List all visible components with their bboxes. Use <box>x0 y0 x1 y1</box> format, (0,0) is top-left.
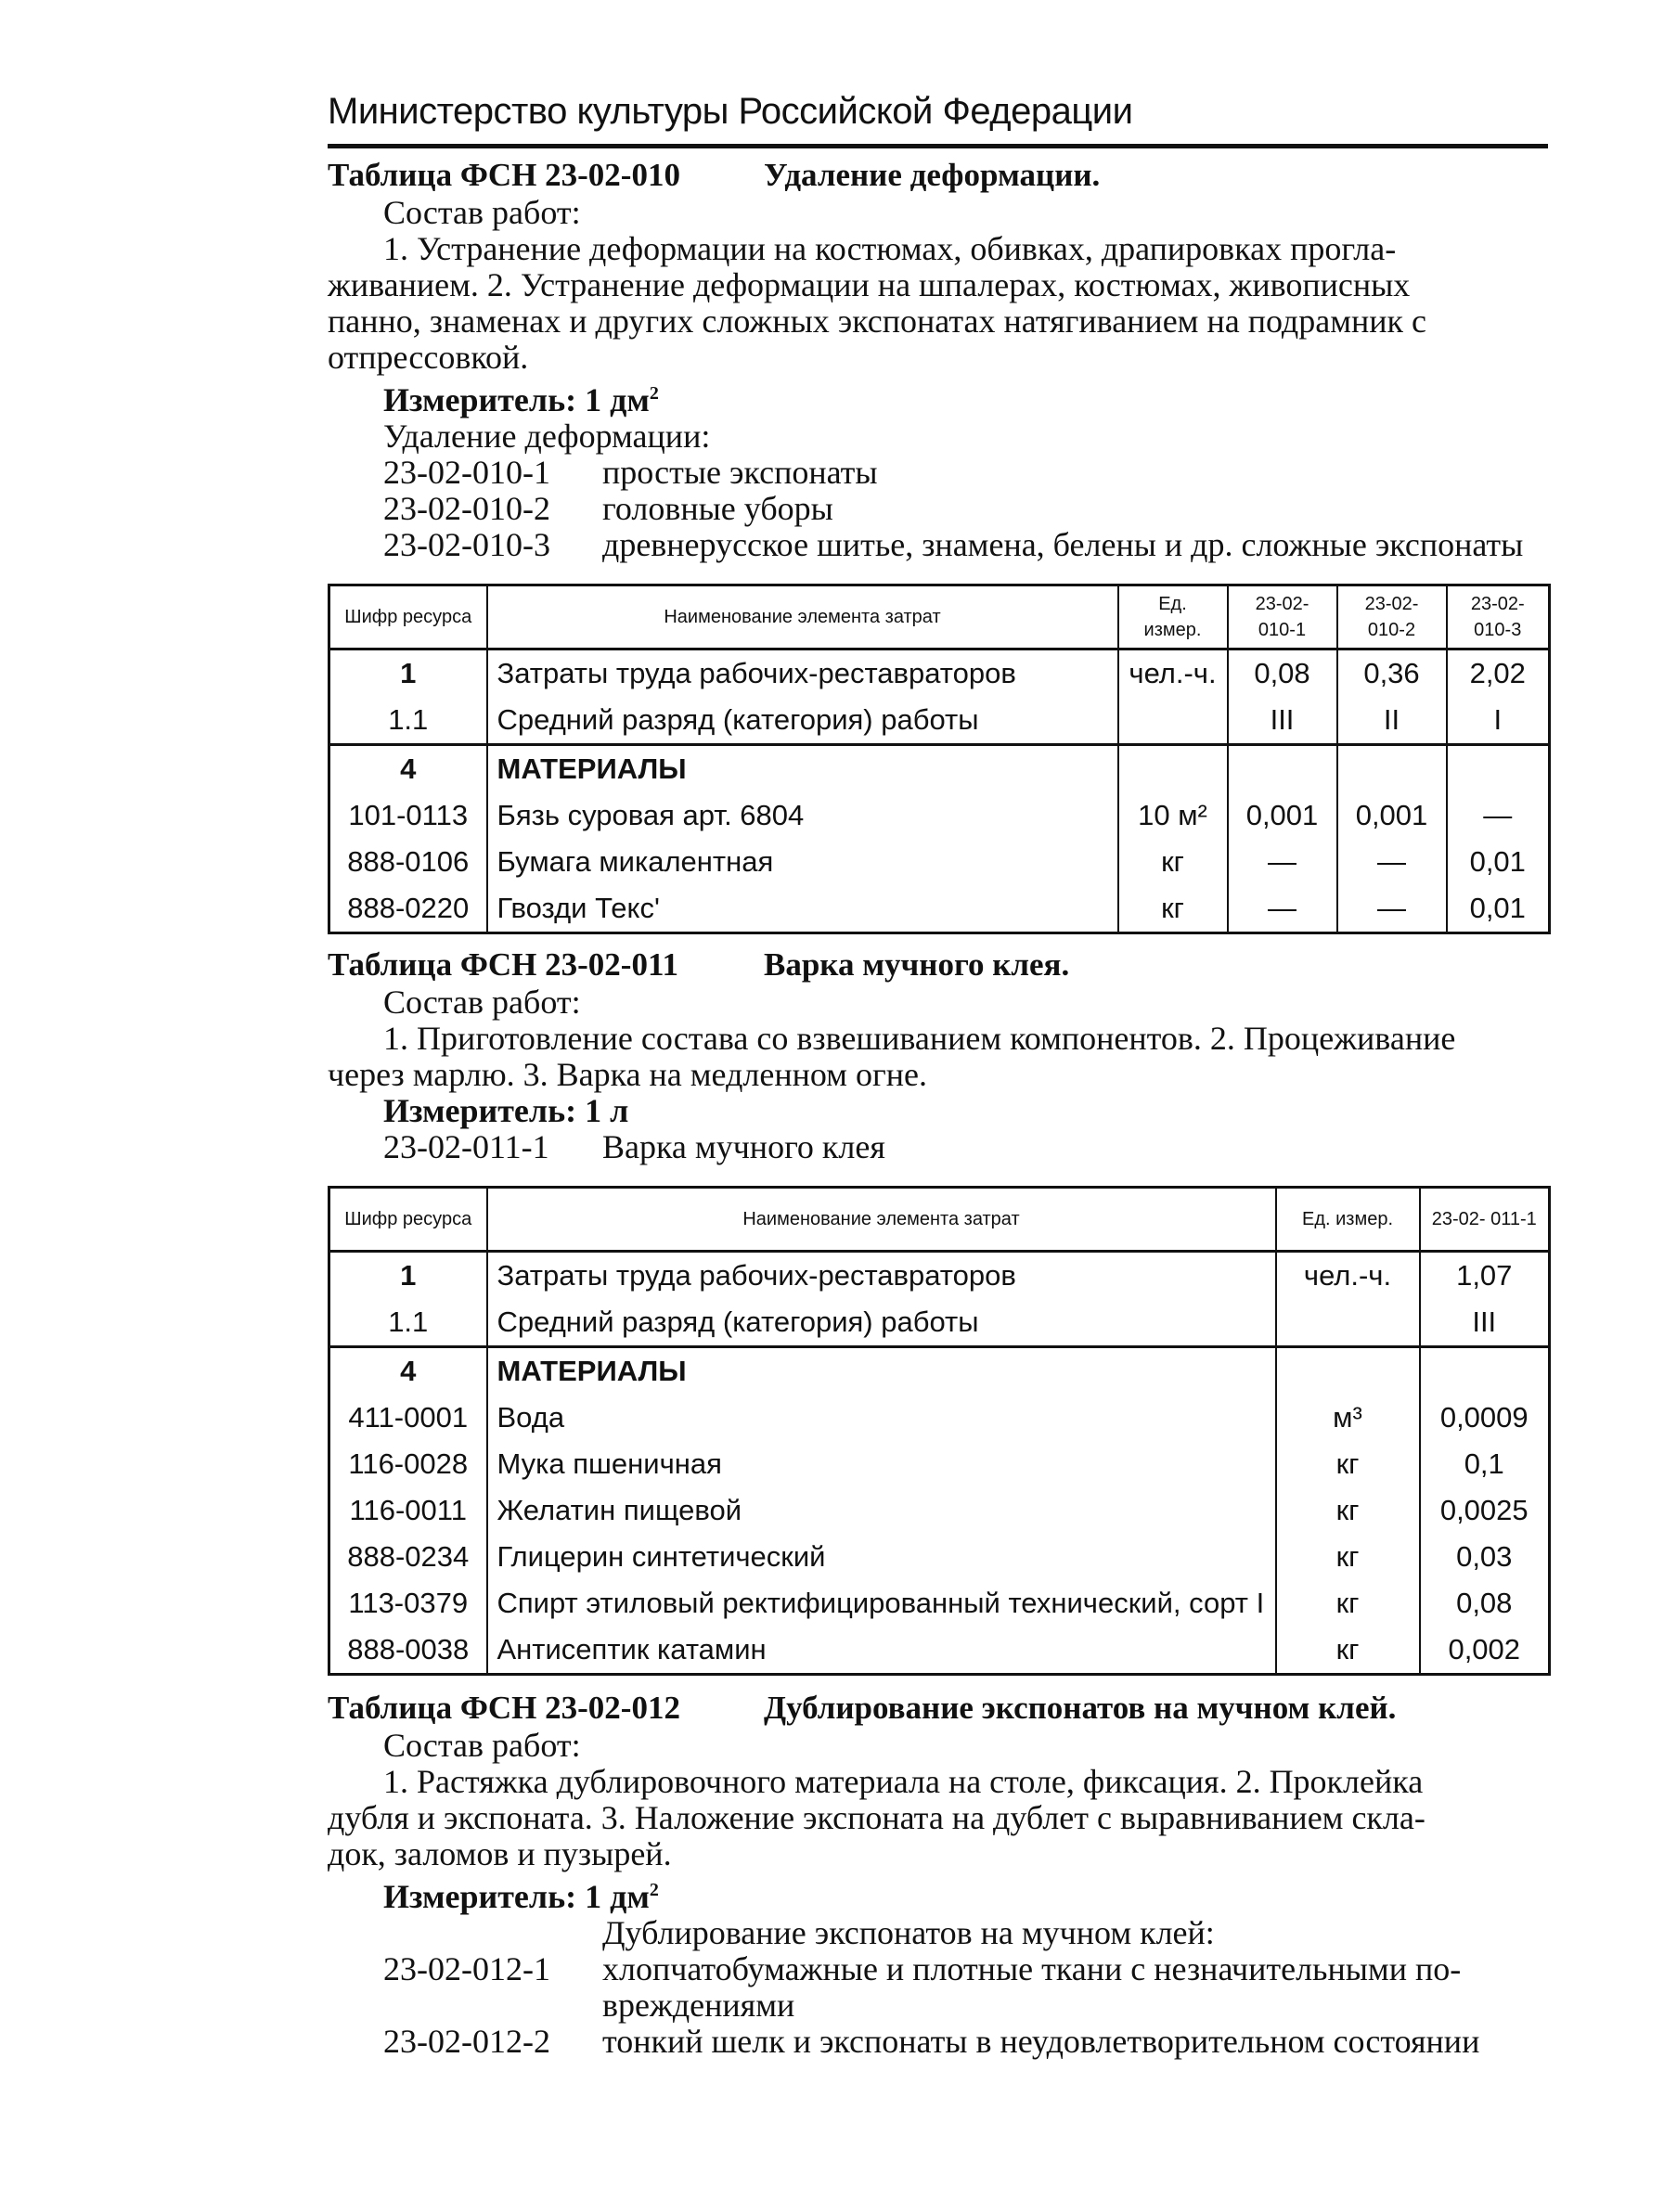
item-text: тонкий шелк и экспонаты в неудовлетворительном состоянии <box>602 2023 1480 2060</box>
cell: Гвозди Текс' <box>487 885 1118 933</box>
composition-line: дубля и экспоната. 3. Наложение экспоната на дублет с выравниванием скла- <box>328 1799 1425 1836</box>
item-code: 23-02-010-3 <box>383 526 550 563</box>
item-code <box>383 1987 602 2024</box>
page <box>328 88 1548 2060</box>
composition-line: через марлю. 3. Варка на медленном огне. <box>328 1056 927 1093</box>
cell: 4 <box>329 745 487 793</box>
table-row <box>329 1580 1550 1627</box>
cell: 0,36 <box>1337 649 1447 698</box>
cell: чел.-ч. <box>1276 1252 1420 1300</box>
cell: 888-0234 <box>329 1534 487 1580</box>
table-010-title <box>328 156 1548 195</box>
composition-label: Состав работ: <box>383 984 581 1021</box>
cell: — <box>1337 885 1447 933</box>
table-row <box>329 1395 1550 1441</box>
col-header: 23-02- 011-1 <box>1420 1188 1550 1252</box>
table-row <box>329 745 1550 793</box>
code-item <box>328 2024 1548 2060</box>
composition-line: отпрессовкой. <box>328 339 529 376</box>
cell: кг <box>1276 1580 1420 1627</box>
item-code: 23-02-010-2 <box>383 490 550 527</box>
cell: 0,001 <box>1337 792 1447 839</box>
cell: 1.1 <box>329 697 487 745</box>
sub-heading: Дублирование экспонатов на мучном клей: <box>602 1914 1215 1951</box>
cell: 0,01 <box>1447 839 1550 885</box>
cell: 0,001 <box>1228 792 1337 839</box>
composition-line: док, заломов и пузырей. <box>328 1835 672 1872</box>
item-code: 23-02-012-1 <box>383 1950 550 1987</box>
cell: Мука пшеничная <box>487 1441 1276 1487</box>
meter <box>328 376 1548 418</box>
table-header-row <box>329 585 1550 649</box>
table-row <box>329 1347 1550 1395</box>
cell <box>1337 745 1447 793</box>
cell: I <box>1447 697 1550 745</box>
item-text: хлопчатобумажные и плотные ткани с незначительными по- <box>602 1950 1462 1987</box>
item-code: 23-02-011-1 <box>383 1128 549 1165</box>
cell: 1 <box>329 1252 487 1300</box>
header-rule <box>328 144 1548 148</box>
meter: Измеритель: 1 л <box>383 1092 629 1129</box>
meter-sup: 2 <box>649 383 659 404</box>
cell: 0,1 <box>1420 1441 1550 1487</box>
cell: Средний разряд (категория) работы <box>487 697 1118 745</box>
meter <box>328 1872 1548 1915</box>
item-text: головные уборы <box>602 490 833 527</box>
cell: 888-0220 <box>329 885 487 933</box>
cell: 888-0106 <box>329 839 487 885</box>
code-item <box>328 527 1548 563</box>
cell <box>1118 745 1228 793</box>
col-header: Шифр ресурса <box>329 1188 487 1252</box>
meter-sup: 2 <box>649 1880 659 1900</box>
col-header: Наименование элемента затрат <box>487 1188 1276 1252</box>
table-012-code: Таблица ФСН 23-02-012 <box>328 1690 680 1726</box>
cell: Затраты труда рабочих-реставраторов <box>487 649 1118 698</box>
item-code: 23-02-012-2 <box>383 2023 550 2060</box>
cell: — <box>1228 885 1337 933</box>
table-row <box>329 839 1550 885</box>
composition-line: живанием. 2. Устранение деформации на шпалерах, костюмах, живописных <box>328 266 1411 303</box>
cell <box>1447 745 1550 793</box>
cell: Желатин пищевой <box>487 1487 1276 1534</box>
cell: кг <box>1276 1441 1420 1487</box>
item-text: Варка мучного клея <box>602 1128 885 1165</box>
cell: 116-0011 <box>329 1487 487 1534</box>
table-row <box>329 1487 1550 1534</box>
cell: Антисептик катамин <box>487 1627 1276 1675</box>
cell: Глицерин синтетический <box>487 1534 1276 1580</box>
item-text: вреждениями <box>602 1987 795 2024</box>
col-header: Наименование элемента затрат <box>487 585 1118 649</box>
table-011-title <box>328 945 1548 984</box>
table-011-code: Таблица ФСН 23-02-011 <box>328 946 679 983</box>
table-010-name: Удаление деформации. <box>764 157 1101 193</box>
meter-text: Измеритель: 1 дм <box>383 381 650 418</box>
table-row <box>329 1534 1550 1580</box>
cell: 4 <box>329 1347 487 1395</box>
item-text: древнерусское шитье, знамена, белены и др. сложные экспонаты <box>602 526 1524 563</box>
cell: 10 м² <box>1118 792 1228 839</box>
cell <box>1276 1299 1420 1347</box>
cell: Бумага микалентная <box>487 839 1118 885</box>
cell: 888-0038 <box>329 1627 487 1675</box>
cell: Спирт этиловый ректифицированный технический, сорт I <box>487 1580 1276 1627</box>
cell: Средний разряд (категория) работы <box>487 1299 1276 1347</box>
cell: 101-0113 <box>329 792 487 839</box>
composition-label: Состав работ: <box>383 1727 581 1764</box>
composition-text <box>328 1021 1548 1093</box>
table-012-name: Дублирование экспонатов на мучном клей. <box>764 1690 1397 1726</box>
item-text: простые экспонаты <box>602 454 878 491</box>
code-item <box>328 1987 1548 2024</box>
table-012-title <box>328 1689 1548 1728</box>
cell: — <box>1337 839 1447 885</box>
cell <box>1276 1347 1420 1395</box>
code-item <box>328 1951 1548 1987</box>
col-header: Ед. измер. <box>1118 585 1228 649</box>
cell: 0,0009 <box>1420 1395 1550 1441</box>
code-item <box>328 455 1548 491</box>
table-row <box>329 1252 1550 1300</box>
composition-line: 1. Приготовление состава со взвешиванием компонентов. 2. Процеживание <box>383 1020 1456 1057</box>
table-row <box>329 885 1550 933</box>
cell: 1.1 <box>329 1299 487 1347</box>
composition-text <box>328 1764 1548 1872</box>
cell: 0,08 <box>1420 1580 1550 1627</box>
col-header: Ед. измер. <box>1276 1188 1420 1252</box>
table-row <box>329 649 1550 698</box>
composition-label: Состав работ: <box>383 194 581 231</box>
cell: Затраты труда рабочих-реставраторов <box>487 1252 1276 1300</box>
col-header: Шифр ресурса <box>329 585 487 649</box>
cell: МАТЕРИАЛЫ <box>487 1347 1276 1395</box>
meter-text: Измеритель: 1 дм <box>383 1878 650 1915</box>
cell: кг <box>1276 1487 1420 1534</box>
composition-line: панно, знаменах и других сложных экспонатах натягиванием на подрамник с <box>328 302 1427 340</box>
cell: Бязь суровая арт. 6804 <box>487 792 1118 839</box>
cell: 1 <box>329 649 487 698</box>
cell <box>1420 1347 1550 1395</box>
running-header: Министерство культуры Российской Федерации <box>328 91 1133 132</box>
resource-table-010 <box>328 584 1551 934</box>
cell: 1,07 <box>1420 1252 1550 1300</box>
cell: кг <box>1276 1627 1420 1675</box>
table-row <box>329 1627 1550 1675</box>
cell: кг <box>1118 839 1228 885</box>
cell <box>1118 697 1228 745</box>
table-row <box>329 1299 1550 1347</box>
sub-heading: Удаление деформации: <box>383 418 711 455</box>
cell <box>1228 745 1337 793</box>
cell: Вода <box>487 1395 1276 1441</box>
cell: МАТЕРИАЛЫ <box>487 745 1118 793</box>
code-item <box>328 1129 1548 1165</box>
cell: 0,0025 <box>1420 1487 1550 1534</box>
composition-text <box>328 231 1548 376</box>
cell: кг <box>1276 1534 1420 1580</box>
cell: 0,01 <box>1447 885 1550 933</box>
cell: II <box>1337 697 1447 745</box>
item-code: 23-02-010-1 <box>383 454 550 491</box>
col-header: 23-02- 010-2 <box>1337 585 1447 649</box>
cell: — <box>1228 839 1337 885</box>
resource-table-011 <box>328 1186 1551 1676</box>
table-row <box>329 792 1550 839</box>
cell: 0,002 <box>1420 1627 1550 1675</box>
table-row <box>329 1441 1550 1487</box>
composition-line: 1. Устранение деформации на костюмах, обивках, драпировках прогла- <box>383 230 1397 267</box>
cell: 0,03 <box>1420 1534 1550 1580</box>
cell: 116-0028 <box>329 1441 487 1487</box>
cell: 2,02 <box>1447 649 1550 698</box>
cell: 113-0379 <box>329 1580 487 1627</box>
cell: чел.-ч. <box>1118 649 1228 698</box>
cell: 411-0001 <box>329 1395 487 1441</box>
cell: III <box>1420 1299 1550 1347</box>
cell: 0,08 <box>1228 649 1337 698</box>
code-item <box>328 491 1548 527</box>
table-header-row <box>329 1188 1550 1252</box>
table-011-name: Варка мучного клея. <box>764 946 1070 983</box>
cell: м³ <box>1276 1395 1420 1441</box>
col-header: 23-02- 010-3 <box>1447 585 1550 649</box>
composition-line: 1. Растяжка дублировочного материала на столе, фиксация. 2. Проклейка <box>383 1763 1424 1800</box>
table-010-code: Таблица ФСН 23-02-010 <box>328 157 680 193</box>
col-header: 23-02- 010-1 <box>1228 585 1337 649</box>
cell: кг <box>1118 885 1228 933</box>
cell: III <box>1228 697 1337 745</box>
table-row <box>329 697 1550 745</box>
cell: — <box>1447 792 1550 839</box>
